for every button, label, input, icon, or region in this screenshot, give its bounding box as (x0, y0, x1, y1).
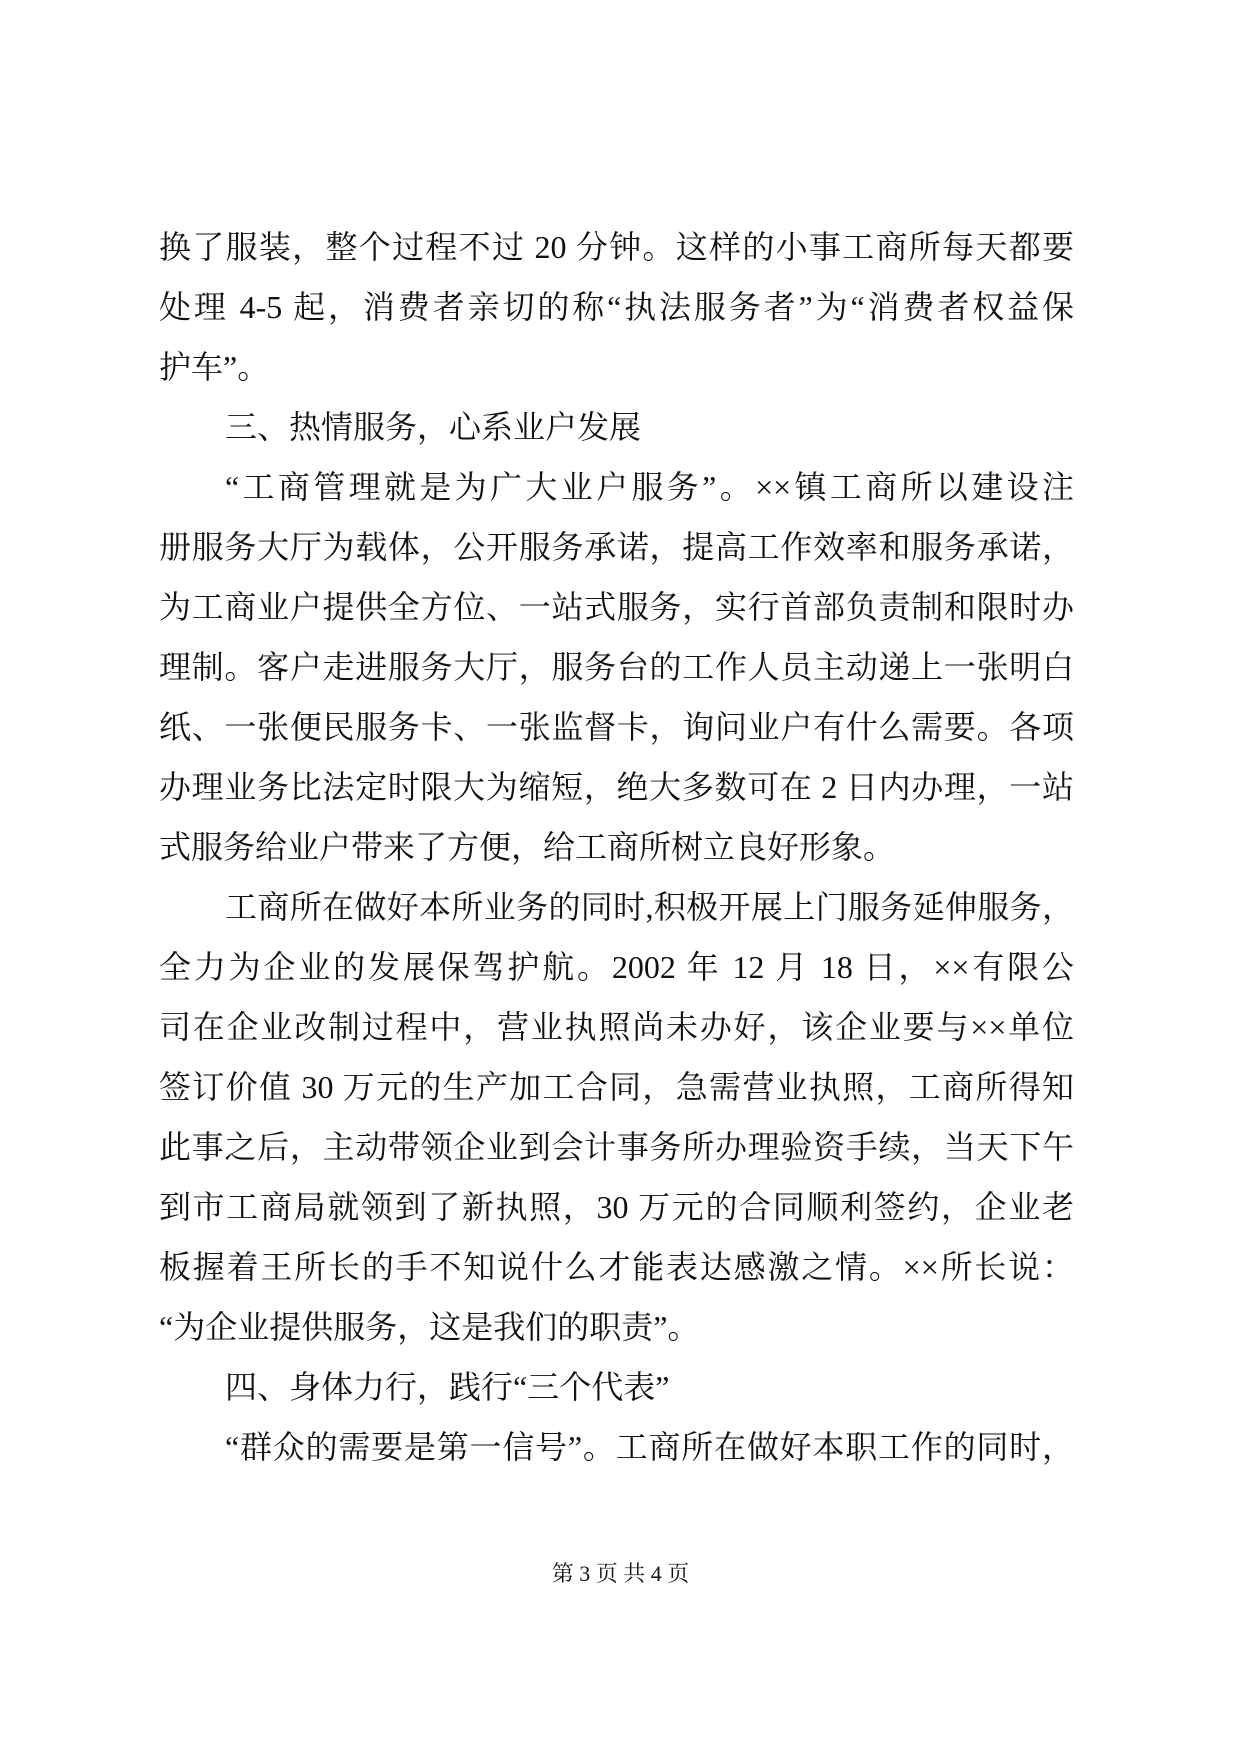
text-line: 册服务大厅为载体，公开服务承诺，提高工作效率和服务承诺， (159, 529, 1074, 565)
document-body (159, 217, 1074, 1477)
paragraph (159, 217, 1074, 397)
text-line: 签订价值 30 万元的生产加工合同，急需营业执照，工商所得知 (159, 1069, 1074, 1105)
text-line: “群众的需要是第一信号”。工商所在做好本职工作的同时， (225, 1429, 1074, 1465)
text-line: 全力为企业的发展保驾护航。2002 年 12 月 18 日，××有限公 (159, 949, 1074, 985)
paragraph (159, 1417, 1074, 1477)
text-line: “工商管理就是为广大业户服务”。××镇工商所以建设注 (225, 469, 1074, 505)
text-line: 护车”。 (159, 349, 270, 385)
text-line: 板握着王所长的手不知说什么才能表达感激之情。××所长说： (159, 1249, 1074, 1285)
text-line: 处理 4-5 起，消费者亲切的称“执法服务者”为“消费者权益保 (159, 289, 1074, 325)
section-heading-text: 三、热情服务，心系业户发展 (225, 409, 642, 445)
text-line: 工商所在做好本所业务的同时,积极开展上门服务延伸服务， (225, 889, 1074, 925)
text-line: “为企业提供服务，这是我们的职责”。 (159, 1309, 700, 1345)
text-line: 到市工商局就领到了新执照，30 万元的合同顺利签约，企业老 (159, 1189, 1074, 1225)
page-number-label: 第 3 页 共 4 页 (551, 1561, 690, 1586)
text-line: 换了服装，整个过程不过 20 分钟。这样的小事工商所每天都要 (159, 229, 1074, 265)
text-line: 式服务给业户带来了方便，给工商所树立良好形象。 (159, 829, 896, 865)
text-line: 办理业务比法定时限大为缩短，绝大多数可在 2 日内办理，一站 (159, 769, 1074, 805)
section-heading-text: 四、身体力行，践行“三个代表” (225, 1369, 670, 1405)
paragraph (159, 457, 1074, 877)
text-line: 纸、一张便民服务卡、一张监督卡，询问业户有什么需要。各项 (159, 709, 1074, 745)
page-footer (0, 1559, 1241, 1589)
text-line: 司在企业改制过程中，营业执照尚未办好，该企业要与××单位 (159, 1009, 1074, 1045)
section-heading (159, 397, 1074, 457)
paragraph (159, 877, 1074, 1357)
text-line: 理制。客户走进服务大厅，服务台的工作人员主动递上一张明白 (159, 649, 1074, 685)
text-line: 为工商业户提供全方位、一站式服务，实行首部负责制和限时办 (159, 589, 1074, 625)
text-line: 此事之后，主动带领企业到会计事务所办理验资手续，当天下午 (159, 1129, 1074, 1165)
section-heading (159, 1357, 1074, 1417)
